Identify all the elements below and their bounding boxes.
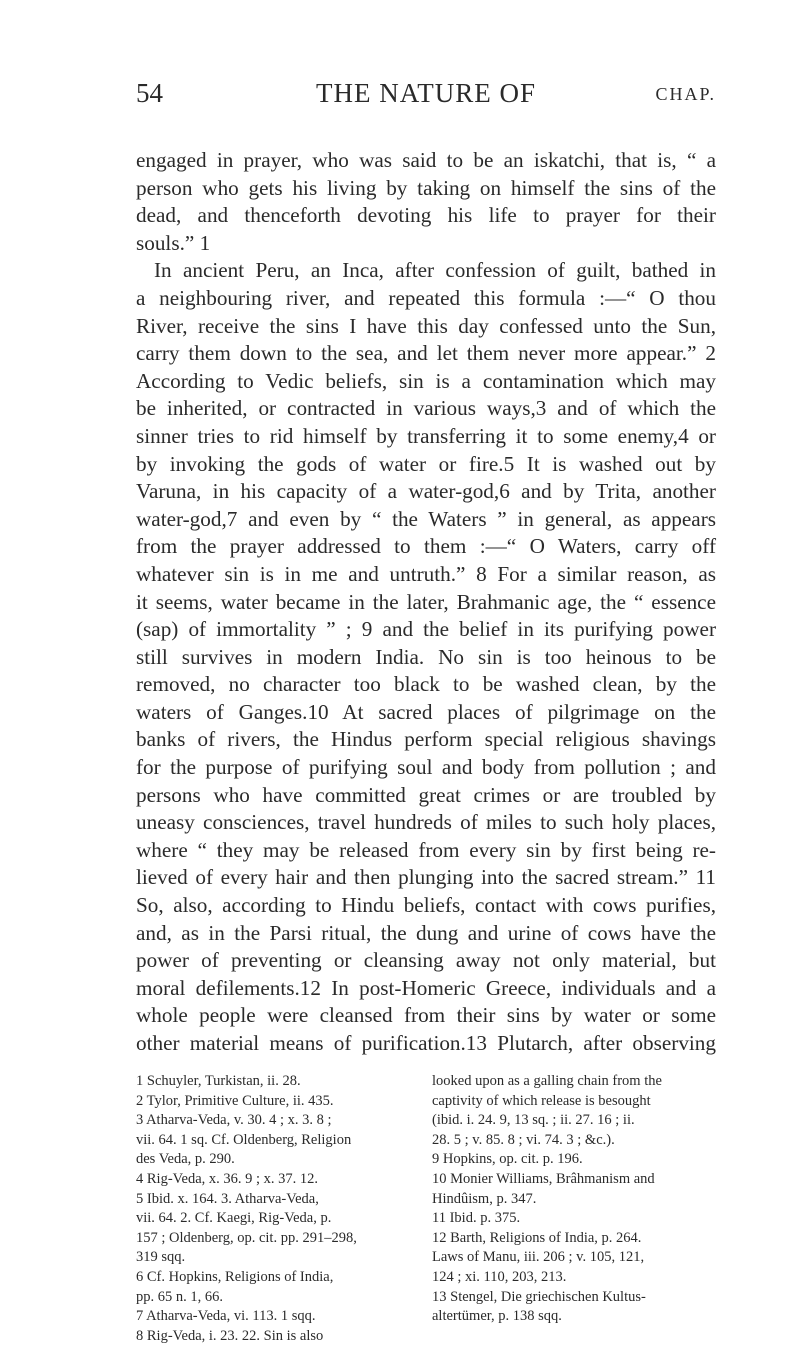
footnote-line: 1 Schuyler, Turkistan, ii. 28. <box>136 1073 301 1089</box>
footnote-line: vii. 64. 1 sq. Cf. Oldenberg, Religion <box>136 1131 352 1148</box>
footnote-line: pp. 65 n. 1, 66. <box>136 1288 223 1305</box>
body-line: removed, no character too black to be washed clean, by the <box>136 672 716 697</box>
body-line: moral defilements.12 In post-Homeric Greece, individuals and a <box>136 975 716 1000</box>
body-line: water-god,7 and even by “ the Waters ” in general, as appears <box>136 506 716 531</box>
footnote-line: 11 Ibid. p. 375. <box>432 1210 521 1227</box>
body-line: sinner tries to rid himself by transferring it to some enemy,4 or <box>136 423 716 448</box>
body-line: banks of rivers, the Hindus perform special religious shavings <box>136 727 716 752</box>
footnote-line: 157 ; Oldenberg, op. cit. pp. 291–298, <box>136 1229 357 1246</box>
body-line: River, receive the sins I have this day confessed unto the Sun, <box>136 313 716 338</box>
footnote-line: 10 Monier Williams, Brâhmanism and <box>432 1170 655 1187</box>
body-line: Varuna, in his capacity of a water-god,6 and by Trita, another <box>136 479 716 504</box>
footnote-line: 4 Rig-Veda, x. 36. 9 ; x. 37. 12. <box>136 1170 319 1187</box>
footnote-line: vii. 64. 2. Cf. Kaegi, Rig-Veda, p. <box>136 1210 332 1227</box>
body-line: for the purpose of purifying soul and body from pollution ; and <box>136 755 716 780</box>
footnote-line: 13 Stengel, Die griechischen Kultus- <box>432 1288 646 1305</box>
body-line: dead, and thenceforth devoting his life to prayer for their <box>136 203 716 228</box>
body-line: waters of Ganges.10 At sacred places of pilgrimage on the <box>136 699 716 724</box>
body-line: souls.” 1 <box>136 230 211 255</box>
body-line: whole people were cleansed from their sins by water or some <box>136 1003 716 1028</box>
footnote-line: (ibid. i. 24. 9, 13 sq. ; ii. 27. 16 ; ii. <box>432 1112 635 1129</box>
footnote-line: 8 Rig-Veda, i. 23. 22. Sin is also <box>136 1327 324 1344</box>
footnote-line: altertümer, p. 138 sqq. <box>432 1308 562 1325</box>
body-line: (sap) of immortality ” ; 9 and the belief in its purifying power <box>136 617 716 642</box>
footnote-line: captivity of which release is besought <box>432 1092 651 1109</box>
body-line: person who gets his living by taking on himself the sins of the <box>136 175 716 200</box>
footnote-line: 9 Hopkins, op. cit. p. 196. <box>432 1151 583 1168</box>
footnote-line: 12 Barth, Religions of India, p. 264. <box>432 1229 642 1246</box>
body-line: carry them down to the sea, and let them never more appear.” 2 <box>136 341 716 366</box>
body-line: In ancient Peru, an Inca, after confession of guilt, bathed in <box>154 258 716 283</box>
footnote-line: 6 Cf. Hopkins, Religions of India, <box>136 1268 334 1285</box>
footnotes-left-column <box>136 1072 416 1346</box>
body-line: still survives in modern India. No sin is too heinous to be <box>136 644 716 669</box>
footnote-line: Hindûism, p. 347. <box>432 1190 537 1207</box>
body-line: engaged in prayer, who was said to be an iskatchi, that is, “ a <box>136 148 716 172</box>
chapter-label: CHAP. <box>655 84 716 104</box>
footnote-line: 3 Atharva-Veda, v. 30. 4 ; x. 3. 8 ; <box>136 1112 332 1129</box>
running-title: THE NATURE OF <box>316 78 536 108</box>
body-line: So, also, according to Hindu beliefs, contact with cows purifies, <box>136 893 716 918</box>
body-line: be inherited, or contracted in various ways,3 and of which the <box>136 396 716 421</box>
footnote-line: 2 Tylor, Primitive Culture, ii. 435. <box>136 1092 334 1109</box>
body-line: whatever sin is in me and untruth.” 8 For a similar reason, as <box>136 561 716 586</box>
body-text <box>136 147 716 1058</box>
footnote-line: looked upon as a galling chain from the <box>432 1073 662 1089</box>
footnote-line: 124 ; xi. 110, 203, 213. <box>432 1268 567 1285</box>
body-line: According to Vedic beliefs, sin is a contamination which may <box>136 368 716 393</box>
body-line: other material means of purification.13 Plutarch, after observing <box>136 1031 716 1055</box>
page-header <box>136 78 716 118</box>
footnote-line: 28. 5 ; v. 85. 8 ; vi. 74. 3 ; &c.). <box>432 1131 615 1148</box>
body-line: where “ they may be released from every sin by first being re- <box>136 837 716 862</box>
body-line: it seems, water became in the later, Brahmanic age, the “ essence <box>136 589 716 614</box>
body-line: a neighbouring river, and repeated this formula :—“ O thou <box>136 285 716 310</box>
footnote-line: 5 Ibid. x. 164. 3. Atharva-Veda, <box>136 1190 319 1207</box>
body-line: persons who have committed great crimes or are troubled by <box>136 782 716 807</box>
body-line: power of preventing or cleansing away not only material, but <box>136 948 716 973</box>
footnote-line: 319 sqq. <box>136 1249 186 1266</box>
body-line: uneasy consciences, travel hundreds of miles to such holy places, <box>136 810 716 835</box>
page-number: 54 <box>136 78 163 108</box>
footnotes-right-column <box>432 1072 712 1327</box>
body-line: lieved of every hair and then plunging into the sacred stream.” 11 <box>136 865 716 890</box>
footnote-line: Laws of Manu, iii. 206 ; v. 105, 121, <box>432 1249 645 1266</box>
body-line: from the prayer addressed to them :—“ O Waters, carry off <box>136 534 716 559</box>
body-line: and, as in the Parsi ritual, the dung and urine of cows have the <box>136 920 716 945</box>
footnote-line: 7 Atharva-Veda, vi. 113. 1 sqq. <box>136 1308 316 1325</box>
body-line: by invoking the gods of water or fire.5 It is washed out by <box>136 451 716 476</box>
footnote-line: des Veda, p. 290. <box>136 1151 235 1168</box>
